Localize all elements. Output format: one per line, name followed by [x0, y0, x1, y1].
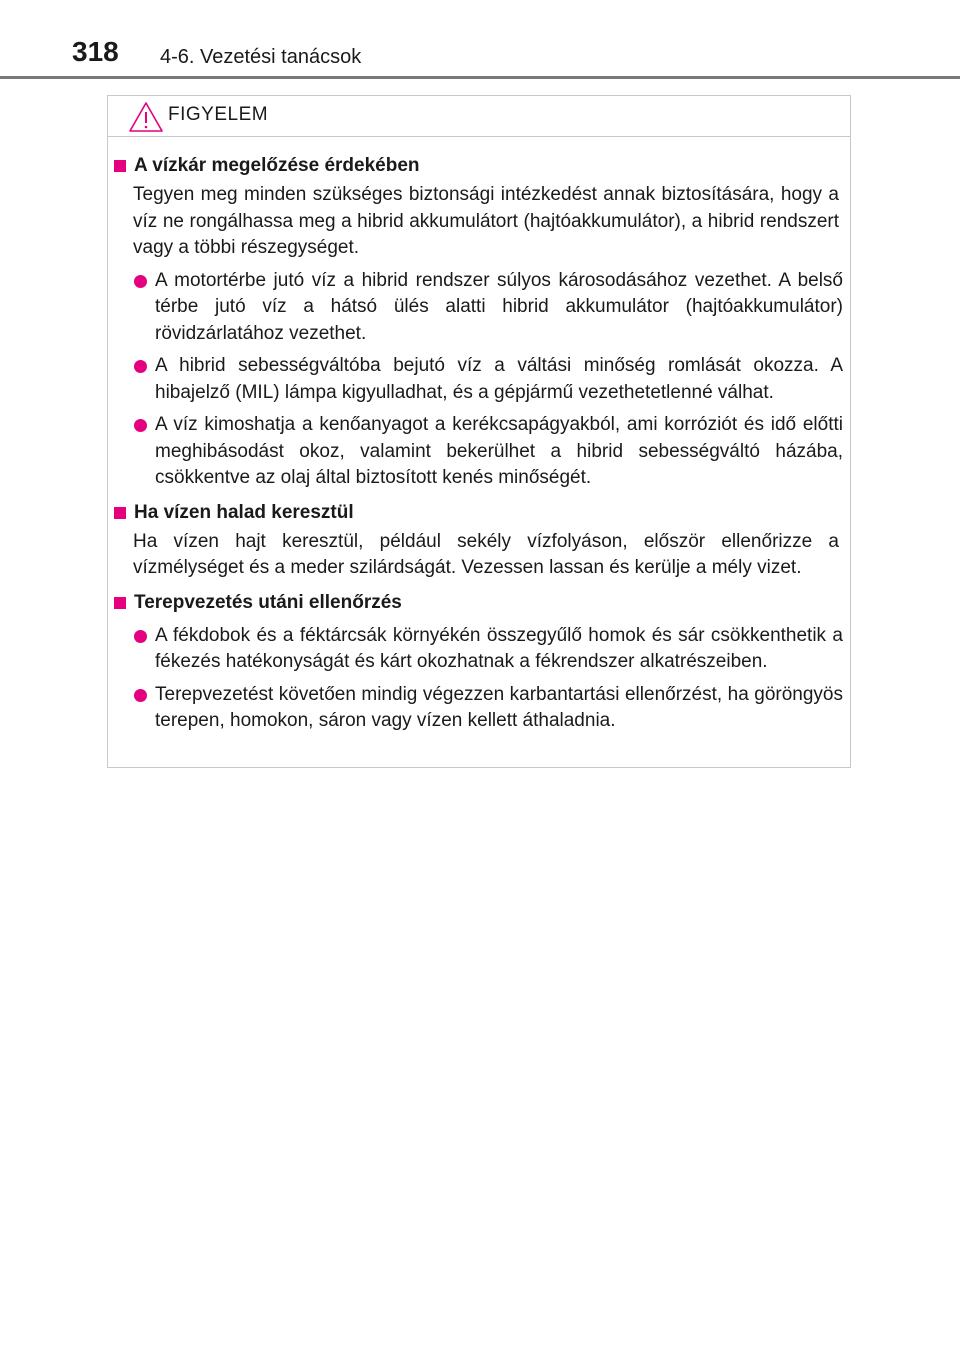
square-bullet-icon: [114, 160, 126, 172]
square-bullet-icon: [114, 597, 126, 609]
warning-box: [107, 95, 851, 768]
page-number: 318: [72, 36, 119, 67]
warning-label: FIGYELEM: [168, 104, 269, 125]
list-item-text: A motortérbe jutó víz a hibrid rendszer súlyos károsodásához vezethet. A belső térbe jutó víz a hátsó ülés alatti hibrid akkumulátor (hajtóakkumulátor) rövidzárlatához vezethet.: [155, 269, 843, 344]
list-item-text: A víz kimoshatja a kenőanyagot a kerékcsapágyakból, ami korróziót és idő előtti meghibásodást okoz, valamint bekerülhet a hibrid sebességváltó házába, csökkentve az olaj által biztosított kenés minőségét.: [155, 414, 843, 488]
list-item-text: Terepvezetést követően mindig végezzen karbantartási ellenőrzést, ha göröngyös terepen, homokon, sáron vagy vízen kellett áthaladnia.: [155, 683, 843, 731]
circle-bullet-icon: [134, 360, 147, 373]
list-item: [133, 353, 843, 406]
list-item: [133, 268, 843, 348]
section-water-damage: [108, 152, 850, 492]
square-bullet-icon: [114, 507, 126, 519]
section-heading: [108, 589, 850, 617]
section-offroad-check: [108, 589, 850, 735]
warning-content: [108, 152, 850, 735]
section-paragraph: Ha vízen hajt keresztül, például sekély vízfolyáson, először ellenőrizze a vízmélységet és a meder szilárdságát. Vezessen lassan és kerülje a mély vizet.: [133, 530, 839, 578]
section-heading-text: Terepvezetés utáni ellenőrzés: [134, 591, 402, 613]
circle-bullet-icon: [134, 419, 147, 432]
list-item: [133, 682, 843, 735]
warning-triangle-icon: [128, 101, 164, 133]
list-item: [133, 412, 843, 492]
section-title: 4-6. Vezetési tanácsok: [160, 46, 362, 68]
section-heading: [108, 499, 850, 527]
circle-bullet-icon: [134, 275, 147, 288]
warning-header: [108, 96, 850, 137]
circle-bullet-icon: [134, 630, 147, 643]
list-item: [133, 623, 843, 676]
section-heading: [108, 152, 850, 180]
list-item-text: A hibrid sebességváltóba bejutó víz a váltási minőség romlását okozza. A hibajelző (MIL) lámpa kigyulladhat, és a gépjármű vezethetetlenné válhat.: [155, 355, 843, 403]
section-heading-text: Ha vízen halad keresztül: [134, 501, 354, 523]
page-header: [0, 0, 960, 80]
circle-bullet-icon: [134, 689, 147, 702]
section-driving-through-water: [108, 499, 850, 582]
header-divider: [0, 76, 960, 79]
section-paragraph: Tegyen meg minden szükséges biztonsági intézkedést annak biztosítására, hogy a víz ne rongálhassa meg a hibrid akkumulátort (hajtóakkumulátor), a hibrid rendszert vagy a többi részegységet.: [133, 184, 839, 258]
section-heading-text: A vízkár megelőzése érdekében: [134, 155, 420, 176]
list-item-text: A fékdobok és a féktárcsák környékén összegyűlő homok és sár csökkenthetik a fékezés hatékonyságát és kárt okozhatnak a fékrendszer alkatrészeiben.: [155, 624, 843, 672]
